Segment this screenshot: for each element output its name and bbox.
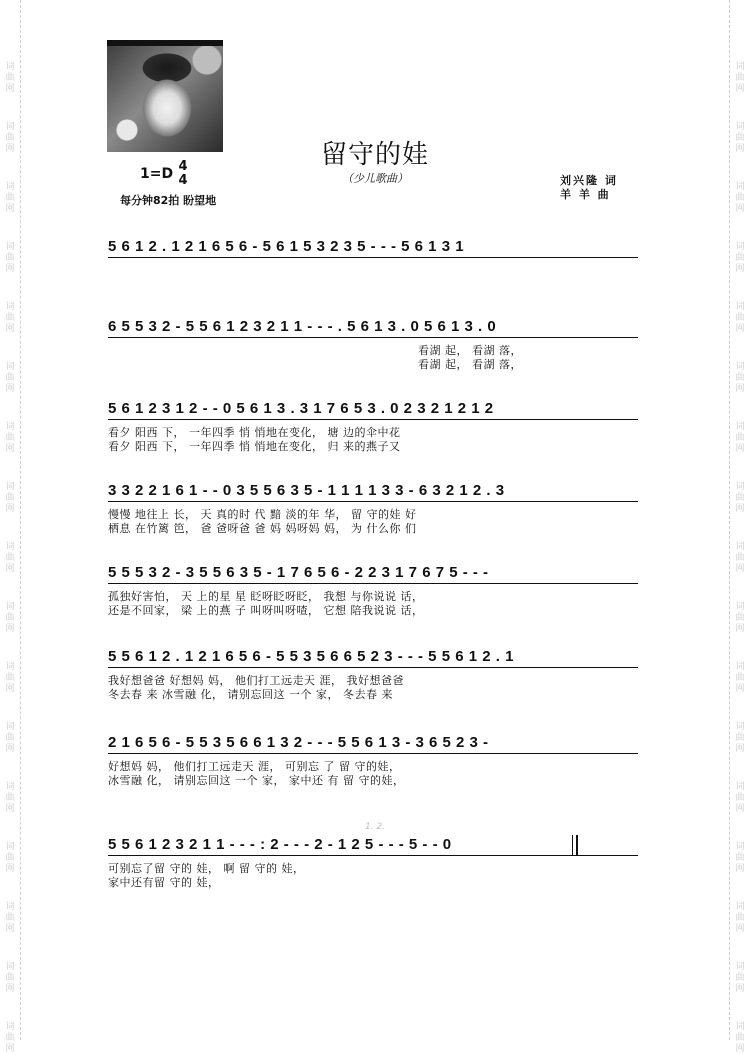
watermark-glyphs: 词 曲 网 bbox=[735, 122, 745, 154]
notation-line: 5 5 5 3 2 - 3 5 5 6 3 5 - 1 7 6 5 6 - 2 2 3 1 7 6 7 5 - - - bbox=[108, 564, 638, 584]
lyric-verse-1: 可别忘了留 守的 娃， 啊 留 守的 娃， bbox=[108, 862, 305, 875]
lyric-verse-2: 栖息 在竹篱 笆， 爸 爸呀爸 爸 妈 妈呀妈 妈， 为 什么你 们 bbox=[108, 522, 417, 535]
notation-line: 2 1 6 5 6 - 5 5 3 5 6 6 1 3 2 - - - 5 5 6 1 3 - 3 6 5 2 3 - bbox=[108, 734, 638, 754]
watermark-glyphs: 词 曲 网 bbox=[735, 482, 745, 514]
watermark-glyphs: 词 曲 网 bbox=[5, 542, 15, 574]
notation-line: 5 6 1 2 3 1 2 - - 0 5 6 1 3 . 3 1 7 6 5 3 . 0 2 3 2 1 2 1 2 bbox=[108, 400, 638, 420]
watermark-glyphs: 词 曲 网 bbox=[5, 242, 15, 274]
lyric-verse-1: 看湖 起， 看湖 落， bbox=[418, 344, 522, 357]
notation-line: 5 5 6 1 2 3 2 1 1 - - - : 2 - - - 2 - 1 2 5 - - - 5 - - 0 bbox=[108, 836, 638, 856]
notation-line: 6 5 5 3 2 - 5 5 6 1 2 3 2 1 1 - - - . 5 6 1 3 . 0 5 6 1 3 . 0 bbox=[108, 318, 638, 338]
lyricist-credit: 刘兴隆 词 bbox=[560, 174, 618, 187]
watermark-glyphs: 词 曲 网 bbox=[5, 842, 15, 874]
time-signature bbox=[176, 160, 190, 188]
lyric-verse-2: 看湖 起， 看湖 落， bbox=[418, 358, 522, 371]
watermark-glyphs: 词 曲 网 bbox=[5, 662, 15, 694]
watermark-glyphs: 词 曲 网 bbox=[5, 362, 15, 394]
watermark-glyphs: 词 曲 网 bbox=[735, 902, 745, 934]
watermark-glyphs: 词 曲 网 bbox=[735, 722, 745, 754]
lyric-verse-1: 好想妈 妈， 他们打工远走天 涯， 可别忘 了 留 守的娃， bbox=[108, 760, 401, 773]
watermark-glyphs: 词 曲 网 bbox=[735, 962, 745, 994]
time-bottom: 4 bbox=[178, 173, 188, 188]
watermark-glyphs: 词 曲 网 bbox=[735, 782, 745, 814]
key-signature: 1=D bbox=[140, 166, 174, 182]
lyric-verse-2: 看夕 阳西 下， 一年四季 悄 悄地在变化， 归 来的燕子又 bbox=[108, 440, 401, 453]
watermark-glyphs: 词 曲 网 bbox=[5, 482, 15, 514]
volta-mark: 1. 2. bbox=[364, 822, 386, 832]
watermark-glyphs: 词 曲 网 bbox=[735, 842, 745, 874]
final-barline-thick bbox=[576, 835, 578, 855]
watermark-glyphs: 词 曲 网 bbox=[5, 782, 15, 814]
notation-line: 5 6 1 2 . 1 2 1 6 5 6 - 5 6 1 5 3 2 3 5 - - - 5 6 1 3 1 bbox=[108, 238, 638, 258]
watermark-glyphs: 词 曲 网 bbox=[735, 242, 745, 274]
lyric-verse-1: 慢慢 地往上 长， 天 真的时 代 黯 淡的年 华， 留 守的娃 好 bbox=[108, 508, 417, 521]
watermark-glyphs: 词 曲 网 bbox=[735, 542, 745, 574]
watermark-glyphs: 词 曲 网 bbox=[5, 1022, 15, 1054]
song-title: 留守的娃 bbox=[320, 140, 429, 170]
watermark-glyphs: 词 曲 网 bbox=[735, 1022, 745, 1054]
lyric-verse-2: 冰雪融 化， 请别忘回这 一个 家， 家中还 有 留 守的娃， bbox=[108, 774, 405, 787]
lyric-verse-2: 家中还有留 守的 娃， bbox=[108, 876, 220, 889]
lyric-verse-1: 我好想爸爸 好想妈 妈， 他们打工远走天 涯， 我好想爸爸 bbox=[108, 674, 404, 687]
song-subtitle: （少儿歌曲） bbox=[342, 172, 408, 185]
lyric-verse-1: 孤独好害怕， 天 上的星 星 眨呀眨呀眨， 我想 与你说说 话， bbox=[108, 590, 424, 603]
watermark-glyphs: 词 曲 网 bbox=[5, 182, 15, 214]
watermark-glyphs: 词 曲 网 bbox=[735, 362, 745, 394]
watermark-glyphs: 词 曲 网 bbox=[735, 62, 745, 94]
lyric-verse-2: 冬去春 来 冰雪融 化， 请别忘回这 一个 家， 冬去春 来 bbox=[108, 688, 393, 701]
watermark-glyphs: 词 曲 网 bbox=[5, 122, 15, 154]
watermark-glyphs: 词 曲 网 bbox=[735, 662, 745, 694]
notation-line: 5 5 6 1 2 . 1 2 1 6 5 6 - 5 5 3 5 6 6 5 2 3 - - - 5 5 6 1 2 . 1 bbox=[108, 648, 638, 668]
watermark-glyphs: 词 曲 网 bbox=[5, 902, 15, 934]
watermark-glyphs: 词 曲 网 bbox=[5, 722, 15, 754]
tempo-marking: 每分钟82拍 盼望地 bbox=[120, 194, 217, 207]
composer-credit: 羊 羊 曲 bbox=[560, 188, 611, 201]
watermark-glyphs: 词 曲 网 bbox=[5, 302, 15, 334]
watermark-glyphs: 词 曲 网 bbox=[735, 422, 745, 454]
watermark-glyphs: 词 曲 网 bbox=[735, 302, 745, 334]
lyric-verse-2: 还是不回家， 梁 上的燕 子 叫呀叫呀喳， 它想 陪我说说 话， bbox=[108, 604, 424, 617]
notation-line: 3 3 2 2 1 6 1 - - 0 3 5 5 6 3 5 - 1 1 1 1 3 3 - 6 3 2 1 2 . 3 bbox=[108, 482, 638, 502]
final-barline-thin bbox=[572, 835, 573, 855]
lyric-verse-1: 看夕 阳西 下， 一年四季 悄 悄地在变化， 塘 边的伞中花 bbox=[108, 426, 401, 439]
time-top: 4 bbox=[178, 159, 188, 174]
watermark-glyphs: 词 曲 网 bbox=[5, 422, 15, 454]
watermark-glyphs: 词 曲 网 bbox=[735, 602, 745, 634]
watermark-glyphs: 词 曲 网 bbox=[735, 182, 745, 214]
watermark-glyphs: 词 曲 网 bbox=[5, 62, 15, 94]
watermark-glyphs: 词 曲 网 bbox=[5, 602, 15, 634]
watermark-glyphs: 词 曲 网 bbox=[5, 962, 15, 994]
